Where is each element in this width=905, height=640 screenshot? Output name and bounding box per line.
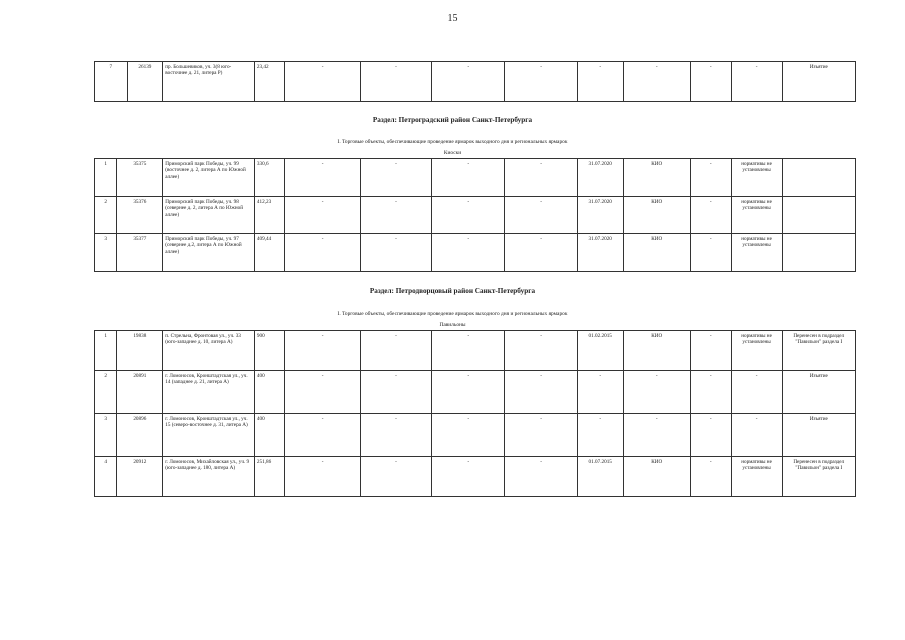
petrodvortsovy-row <box>95 371 856 414</box>
petrodvortsovy-cell: г. Ломоносов, Михайловская ул., уч. 9 (юго-западнее д. 180, литера А) <box>163 457 255 497</box>
petrodvortsovy-table <box>94 330 856 497</box>
petrogradsky-cell <box>782 159 855 197</box>
petrodvortsovy-cell: 400 <box>254 371 285 414</box>
petrodvortsovy-cell: Изъятие <box>782 371 855 414</box>
top-table-cell: - <box>623 62 690 102</box>
petrodvortsovy-cell: КИО <box>623 331 690 371</box>
petrodvortsovy-row <box>95 331 856 371</box>
top-table-row <box>95 62 856 102</box>
petrodvortsovy-cell: - <box>360 331 431 371</box>
petrodvortsovy-cell: 19838 <box>117 331 163 371</box>
petrodvortsovy-cell: 20912 <box>117 457 163 497</box>
petrodvortsovy-cell: - <box>577 414 623 457</box>
petrodvortsovy-cell: - <box>690 414 731 457</box>
petrogradsky-cell: КИО <box>623 197 690 234</box>
petrogradsky-cell: 35376 <box>117 197 163 234</box>
top-table-cell: - <box>360 62 431 102</box>
petrodvortsovy-cell: - <box>623 371 690 414</box>
petrodvortsovy-cell: - <box>285 371 360 414</box>
section-subtitle-petrodvortsovy: I. Торговые объекты, обеспечивающие проведение ярмарок выходного дня и региональных ярмарок <box>337 311 568 317</box>
petrodvortsovy-cell: - <box>731 414 782 457</box>
petrogradsky-cell: 409,44 <box>254 234 285 272</box>
top-table-cell: - <box>731 62 782 102</box>
petrogradsky-cell: Приморский парк Победы, уч. 97 (севернее д.2, литера А по Южной аллее) <box>163 234 255 272</box>
petrodvortsovy-cell: - <box>285 457 360 497</box>
petrogradsky-cell: - <box>432 159 505 197</box>
petrogradsky-cell: Приморский парк Победы, уч. 98 (севернее д. 2, литера А по Южной аллее) <box>163 197 255 234</box>
section-title-petrogradsky: Раздел: Петроградский район Санкт-Петербурга <box>372 116 533 124</box>
petrodvortsovy-cell: - <box>505 371 577 414</box>
petrodvortsovy-cell: 400 <box>254 414 285 457</box>
petrogradsky-cell: - <box>432 197 505 234</box>
petrogradsky-cell: 412,23 <box>254 197 285 234</box>
top-table-cell: 26139 <box>127 62 163 102</box>
petrodvortsovy-cell: - <box>690 331 731 371</box>
petrogradsky-cell: - <box>360 197 431 234</box>
petrogradsky-cell: 31.07.2020 <box>577 197 623 234</box>
petrogradsky-cell: 3 <box>95 234 117 272</box>
petrodvortsovy-cell: 20891 <box>117 371 163 414</box>
petrogradsky-cell: 330,6 <box>254 159 285 197</box>
category-pavilions: Павильоны <box>439 322 466 328</box>
petrogradsky-cell: - <box>285 197 360 234</box>
top-table-cell: Изъятие <box>782 62 855 102</box>
petrogradsky-cell: - <box>285 159 360 197</box>
petrogradsky-cell: нормативы не установлены <box>731 234 782 272</box>
petrodvortsovy-cell: - <box>731 371 782 414</box>
top-table-cell: 23,42 <box>254 62 285 102</box>
petrodvortsovy-cell: - <box>360 371 431 414</box>
petrodvortsovy-cell: - <box>432 331 505 371</box>
petrodvortsovy-cell: - <box>360 457 431 497</box>
petrodvortsovy-cell: Перенесен в подраздел "Павильон" раздела I <box>782 457 855 497</box>
top-table-cell: пр. Большевиков, уч. 3(8 юго-восточнее д. 21, литера Р) <box>163 62 255 102</box>
petrodvortsovy-cell: - <box>432 457 505 497</box>
petrodvortsovy-cell: нормативы не установлены <box>731 457 782 497</box>
top-table-cell: - <box>690 62 731 102</box>
category-kiosks: Киоски <box>443 150 462 156</box>
petrogradsky-cell: - <box>505 197 577 234</box>
petrodvortsovy-cell: - <box>360 414 431 457</box>
petrodvortsovy-cell: г. Ломоносов, Кронштадтская ул., уч. 14 (западнее д. 21, литера А) <box>163 371 255 414</box>
petrogradsky-cell: КИО <box>623 234 690 272</box>
petrogradsky-cell: 31.07.2020 <box>577 159 623 197</box>
petrogradsky-cell: КИО <box>623 159 690 197</box>
petrodvortsovy-cell: Изъятие <box>782 414 855 457</box>
petrodvortsovy-cell: - <box>432 371 505 414</box>
petrogradsky-cell: нормативы не установлены <box>731 197 782 234</box>
page-number: 15 <box>447 13 458 24</box>
petrogradsky-row <box>95 159 856 197</box>
petrogradsky-row <box>95 197 856 234</box>
petrogradsky-cell: нормативы не установлены <box>731 159 782 197</box>
petrodvortsovy-cell: 3 <box>95 414 117 457</box>
top-table-cell: 7 <box>95 62 128 102</box>
top-table-cell: - <box>505 62 577 102</box>
petrogradsky-cell: - <box>505 159 577 197</box>
petrodvortsovy-cell: 2 <box>95 371 117 414</box>
petrodvortsovy-cell: 4 <box>95 457 117 497</box>
petrodvortsovy-row <box>95 414 856 457</box>
petrodvortsovy-cell: - <box>623 414 690 457</box>
petrogradsky-table <box>94 158 856 272</box>
petrodvortsovy-cell: 01.02.2015 <box>577 331 623 371</box>
petrodvortsovy-cell: нормативы не установлены <box>731 331 782 371</box>
section-title-petrodvortsovy: Раздел: Петродворцовый район Санкт-Петербурга <box>369 287 536 295</box>
petrodvortsovy-cell: КИО <box>623 457 690 497</box>
petrogradsky-cell: - <box>432 234 505 272</box>
petrodvortsovy-cell: 251,86 <box>254 457 285 497</box>
petrodvortsovy-cell: - <box>285 331 360 371</box>
petrogradsky-cell: - <box>690 159 731 197</box>
petrogradsky-cell: 1 <box>95 159 117 197</box>
petrodvortsovy-cell: г. Ломоносов, Кронштадтская ул., уч. 15 (северо-восточнее д. 31, литера А) <box>163 414 255 457</box>
petrodvortsovy-cell: 20896 <box>117 414 163 457</box>
petrogradsky-row <box>95 234 856 272</box>
petrodvortsovy-cell: 01.07.2015 <box>577 457 623 497</box>
petrogradsky-cell: 2 <box>95 197 117 234</box>
petrodvortsovy-cell: - <box>505 331 577 371</box>
petrogradsky-cell: 31.07.2020 <box>577 234 623 272</box>
top-table-cell: - <box>432 62 505 102</box>
top-table-cell: - <box>577 62 623 102</box>
petrodvortsovy-row <box>95 457 856 497</box>
petrogradsky-cell: Приморский парк Победы, уч. 99 (восточнее д. 2, литера А по Южной аллее) <box>163 159 255 197</box>
top-table <box>94 61 856 102</box>
petrodvortsovy-cell: - <box>577 371 623 414</box>
top-table-cell: - <box>285 62 360 102</box>
petrogradsky-cell <box>782 197 855 234</box>
petrogradsky-cell: - <box>360 234 431 272</box>
petrogradsky-cell: - <box>505 234 577 272</box>
petrodvortsovy-cell: - <box>505 414 577 457</box>
petrodvortsovy-cell: п. Стрельна, Фронтовая ул., уч. 33 (юго-западнее д. 10, литера А) <box>163 331 255 371</box>
petrodvortsovy-cell: - <box>690 457 731 497</box>
petrogradsky-cell: 35375 <box>117 159 163 197</box>
petrogradsky-cell <box>782 234 855 272</box>
petrogradsky-cell: - <box>285 234 360 272</box>
petrogradsky-cell: - <box>690 234 731 272</box>
petrogradsky-cell: - <box>690 197 731 234</box>
petrodvortsovy-cell: 900 <box>254 331 285 371</box>
petrogradsky-cell: - <box>360 159 431 197</box>
petrodvortsovy-cell: 1 <box>95 331 117 371</box>
petrodvortsovy-cell: - <box>285 414 360 457</box>
petrodvortsovy-cell: - <box>505 457 577 497</box>
petrodvortsovy-cell: Перенесен в подраздел "Павильон" раздела I <box>782 331 855 371</box>
petrogradsky-cell: 35377 <box>117 234 163 272</box>
section-subtitle-petrogradsky: I. Торговые объекты, обеспечивающие проведение ярмарок выходного дня и региональных ярмарок <box>337 139 568 145</box>
petrodvortsovy-cell: - <box>432 414 505 457</box>
petrodvortsovy-cell: - <box>690 371 731 414</box>
